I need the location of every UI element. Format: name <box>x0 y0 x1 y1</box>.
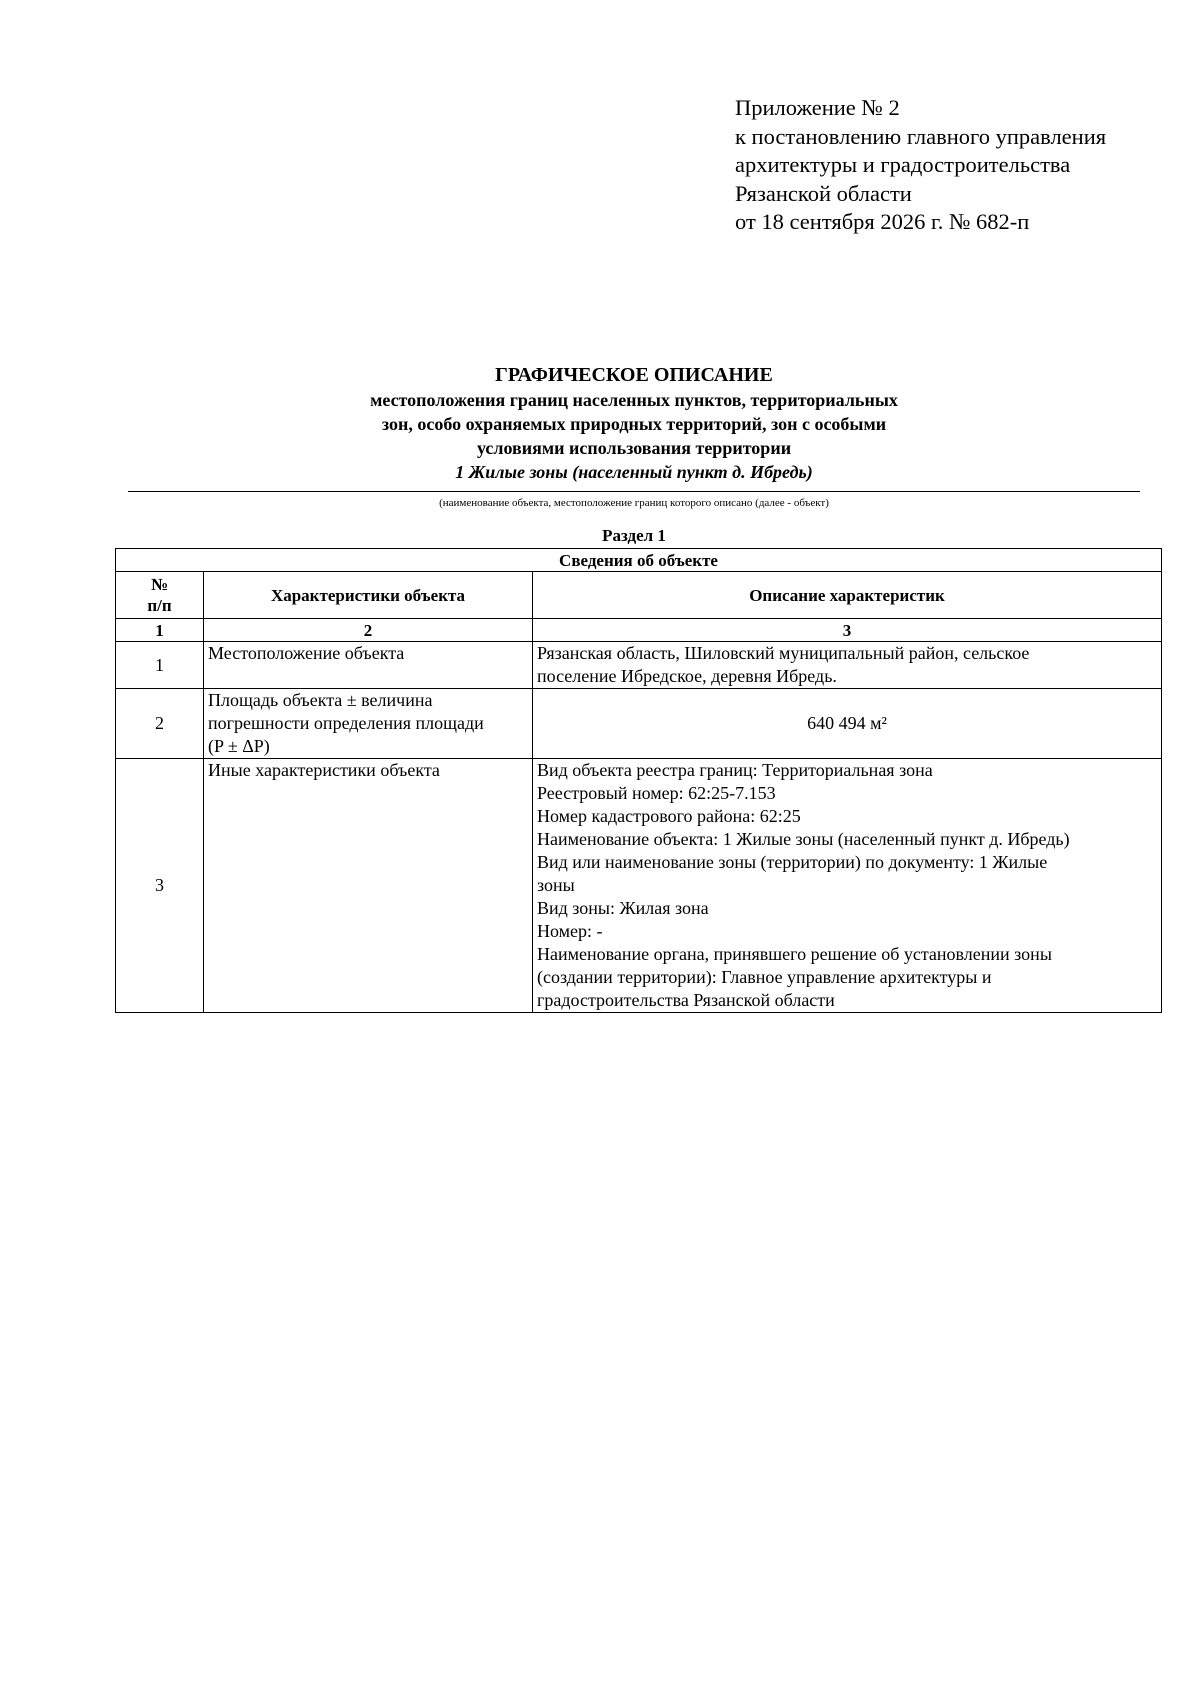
description-line: Вид зоны: Жилая зона <box>537 898 709 918</box>
row-number: 2 <box>116 689 204 759</box>
column-header-characteristic: Характеристики объекта <box>204 572 533 619</box>
description-line: Вид или наименование зоны (территории) по документу: 1 Жилые <box>537 852 1048 872</box>
description-line: градостроительства Рязанской области <box>537 990 835 1010</box>
object-name-underline <box>128 491 1140 492</box>
document-subtitle-line: условиями использования территории <box>476 438 792 458</box>
row-characteristic: Местоположение объекта <box>204 642 533 689</box>
table-row <box>116 689 1162 759</box>
table-caption-row <box>116 549 1162 572</box>
table-header-row <box>116 572 1162 619</box>
column-header-number-line: п/п <box>147 596 172 615</box>
characteristic-line: (P ± ΔP) <box>208 736 270 756</box>
appendix-line: к постановлению главного управления <box>735 123 1107 149</box>
document-header <box>128 362 1140 484</box>
appendix-line: архитектуры и градостроительства <box>735 152 1071 177</box>
description-line: (создании территории): Главное управление архитектуры и <box>537 967 992 987</box>
description-line: зоны <box>537 875 575 895</box>
column-number: 1 <box>116 619 204 642</box>
row-number: 1 <box>116 642 204 689</box>
description-line: Наименование органа, принявшего решение об установлении зоны <box>537 944 1052 964</box>
document-subtitle-line: местоположения границ населенных пунктов, территориальных <box>370 390 898 410</box>
characteristic-line: Площадь объекта ± величина <box>208 690 433 710</box>
description-line: Рязанская область, Шиловский муниципальный район, сельское <box>537 643 1030 663</box>
row-description <box>533 759 1162 1013</box>
object-caption: (наименование объекта, местоположение границ которого описано (далее - объект) <box>439 497 829 509</box>
appendix-line: Приложение № 2 <box>735 95 900 120</box>
appendix-line: от 18 сентября 2026 г. № 682-п <box>735 209 1030 234</box>
characteristic-line: погрешности определения площади <box>208 713 484 733</box>
row-characteristic <box>204 689 533 759</box>
description-line: поселение Ибредское, деревня Ибредь. <box>537 666 837 686</box>
column-number: 3 <box>533 619 1162 642</box>
row-characteristic: Иные характеристики объекта <box>204 759 533 1013</box>
table-caption: Сведения об объекте <box>116 549 1162 572</box>
appendix-line: Рязанской области <box>735 180 912 206</box>
column-header-description: Описание характеристик <box>533 572 1162 619</box>
description-line: Номер кадастрового района: 62:25 <box>537 806 801 826</box>
row-description <box>533 642 1162 689</box>
table-row <box>116 759 1162 1013</box>
column-header-number <box>116 572 204 619</box>
table-row <box>116 642 1162 689</box>
object-info-table <box>115 548 1162 1013</box>
description-line: Наименование объекта: 1 Жилые зоны (населенный пункт д. Ибредь) <box>537 829 1070 849</box>
row-number: 3 <box>116 759 204 1013</box>
document-subtitle-line: зон, особо охраняемых природных территорий, зон с особыми <box>381 414 887 434</box>
description-line: Реестровый номер: 62:25-7.153 <box>537 783 776 803</box>
document-title: ГРАФИЧЕСКОЕ ОПИСАНИЕ <box>495 364 773 386</box>
section-title: Раздел 1 <box>602 526 666 545</box>
column-number: 2 <box>204 619 533 642</box>
description-line: Номер: - <box>537 921 603 941</box>
appendix-block <box>735 94 1106 237</box>
column-header-number-line: № <box>150 575 169 594</box>
row-description: 640 494 м² <box>533 689 1162 759</box>
description-line: Вид объекта реестра границ: Территориальная зона <box>537 760 933 780</box>
column-number-row <box>116 619 1162 642</box>
object-name: 1 Жилые зоны (населенный пункт д. Ибредь) <box>455 462 813 482</box>
